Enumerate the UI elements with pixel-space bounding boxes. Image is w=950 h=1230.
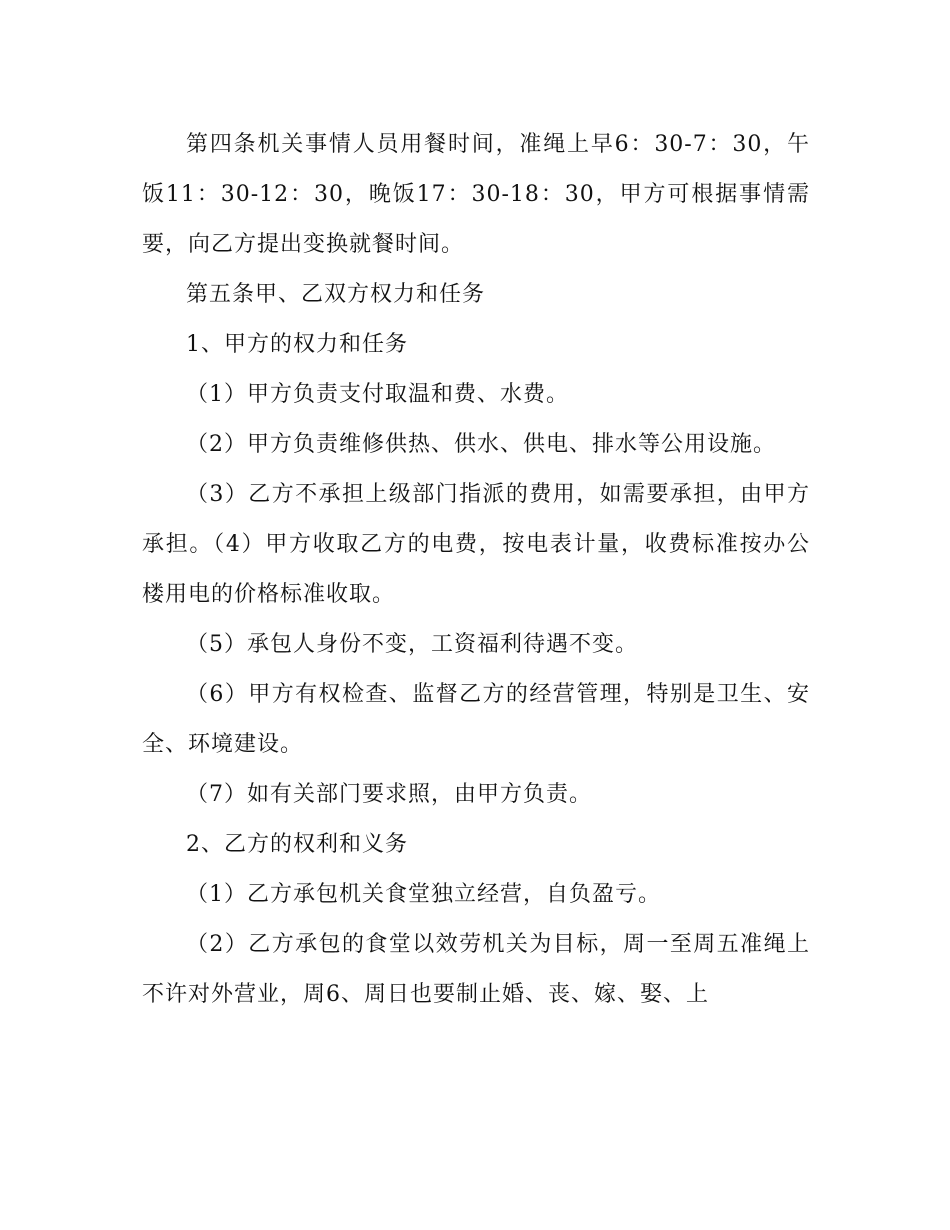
paragraph-party-b-heading: 2、乙方的权利和义务: [186, 832, 408, 857]
paragraph-party-a-item-3-4: （3）乙方不承担上级部门指派的费用，如需要承担，由甲方承担。（4）甲方收取乙方的电费，按电表计量，收费标准按办公楼用电的价格标准收取。: [142, 482, 810, 607]
paragraph-party-b-item-2: （2）乙方承包的食堂以效劳机关为目标，周一至周五准绳上不许对外营业，周6、周日也要制止婚、丧、嫁、娶、上: [142, 932, 810, 1007]
paragraph-party-a-item-6: （6）甲方有权检查、监督乙方的经营管理，特别是卫生、安全、环境建设。: [142, 682, 810, 757]
paragraph-party-a-item-5: （5）承包人身份不变，工资福利待遇不变。: [186, 632, 638, 657]
paragraph-party-a-item-2: （2）甲方负责维修供热、供水、供电、排水等公用设施。: [186, 432, 776, 457]
paragraph-party-a-item-7: （7）如有关部门要求照，由甲方负责。: [186, 782, 592, 807]
paragraph-article-5-heading: 第五条甲、乙双方权力和任务: [186, 282, 486, 307]
document-body: [142, 120, 810, 1020]
paragraph-party-a-heading: 1、甲方的权力和任务: [186, 332, 408, 357]
paragraph-party-b-item-1: （1）乙方承包机关食堂独立经营，自负盈亏。: [186, 882, 661, 907]
paragraph-party-a-item-1: （1）甲方负责支付取温和费、水费。: [186, 382, 569, 407]
paragraph-meal-times: 第四条机关事情人员用餐时间，准绳上早6：30-7：30，午饭11：30-12：30，晚饭17：30-18：30，甲方可根据事情需要，向乙方提出变换就餐时间。: [142, 132, 810, 257]
